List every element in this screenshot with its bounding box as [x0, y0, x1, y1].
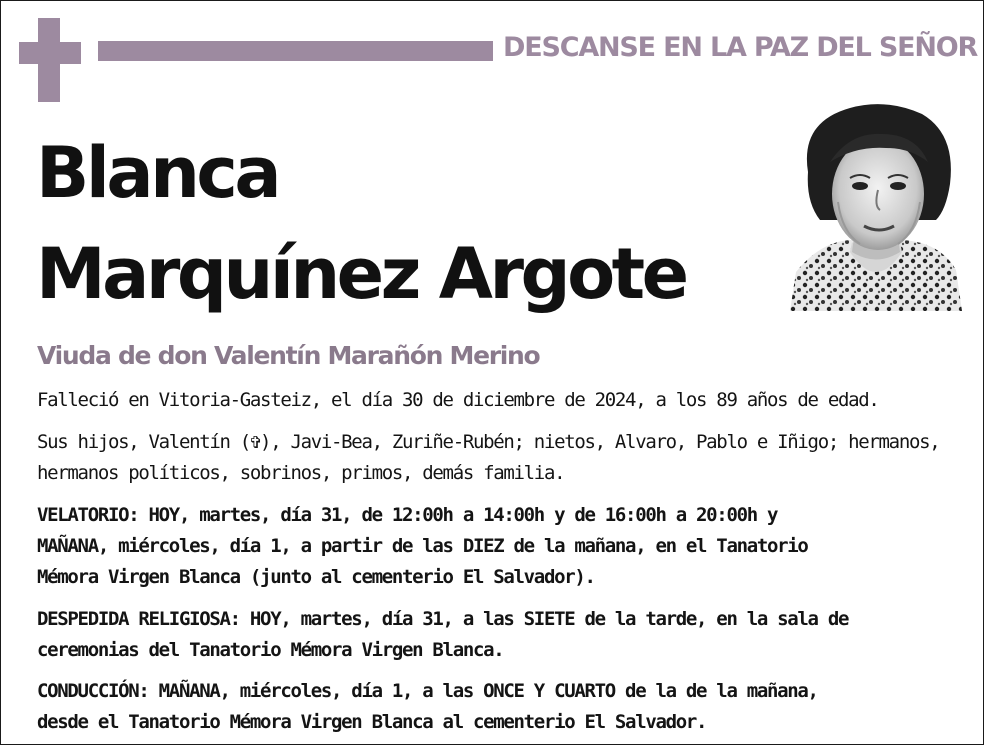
farewell-paragraph — [37, 604, 967, 666]
family-line: hermanos políticos, sobrinos, primos, demás familia. — [37, 462, 565, 484]
conduction-paragraph — [37, 676, 967, 738]
family-line: Sus hijos, Valentín (✞), Javi-Bea, Zuriñe-Rubén; nietos, Alvaro, Pablo e Iñigo; hermanos, — [37, 431, 940, 453]
family-paragraph — [37, 427, 967, 489]
death-notice: Falleció en Vitoria-Gasteiz, el día 30 de diciembre de 2024, a los 89 años de edad. — [37, 389, 879, 411]
conduction-line: CONDUCCIÓN: MAÑANA, miércoles, día 1, a las ONCE Y CUARTO de la de la mañana, — [37, 680, 818, 702]
deceased-photo — [790, 102, 962, 311]
widow-of-line: Viuda de don Valentín Marañón Merino — [37, 341, 540, 370]
header-decorative-bar — [98, 41, 493, 61]
wake-line: VELATORIO: HOY, martes, día 31, de 12:00h a 14:00h y de 16:00h a 20:00h y — [37, 504, 778, 526]
wake-line: MAÑANA, miércoles, día 1, a partir de las DIEZ de la mañana, en el Tanatorio — [37, 535, 808, 557]
cross-horizontal-bar — [19, 42, 81, 64]
deceased-surnames: Marquínez Argote — [36, 233, 686, 315]
wake-paragraph — [37, 500, 967, 593]
wake-line: Mémora Virgen Blanca (junto al cementerio El Salvador). — [37, 566, 595, 588]
header-title: DESCANSE EN LA PAZ DEL SEÑOR — [503, 32, 978, 63]
conduction-line: desde el Tanatorio Mémora Virgen Blanca al cementerio El Salvador. — [37, 711, 707, 733]
deceased-first-name: Blanca — [36, 132, 279, 214]
farewell-line: ceremonias del Tanatorio Mémora Virgen Blanca. — [37, 639, 504, 661]
farewell-line: DESPEDIDA RELIGIOSA: HOY, martes, día 31, a las SIETE de la tarde, en la sala de — [37, 608, 849, 630]
